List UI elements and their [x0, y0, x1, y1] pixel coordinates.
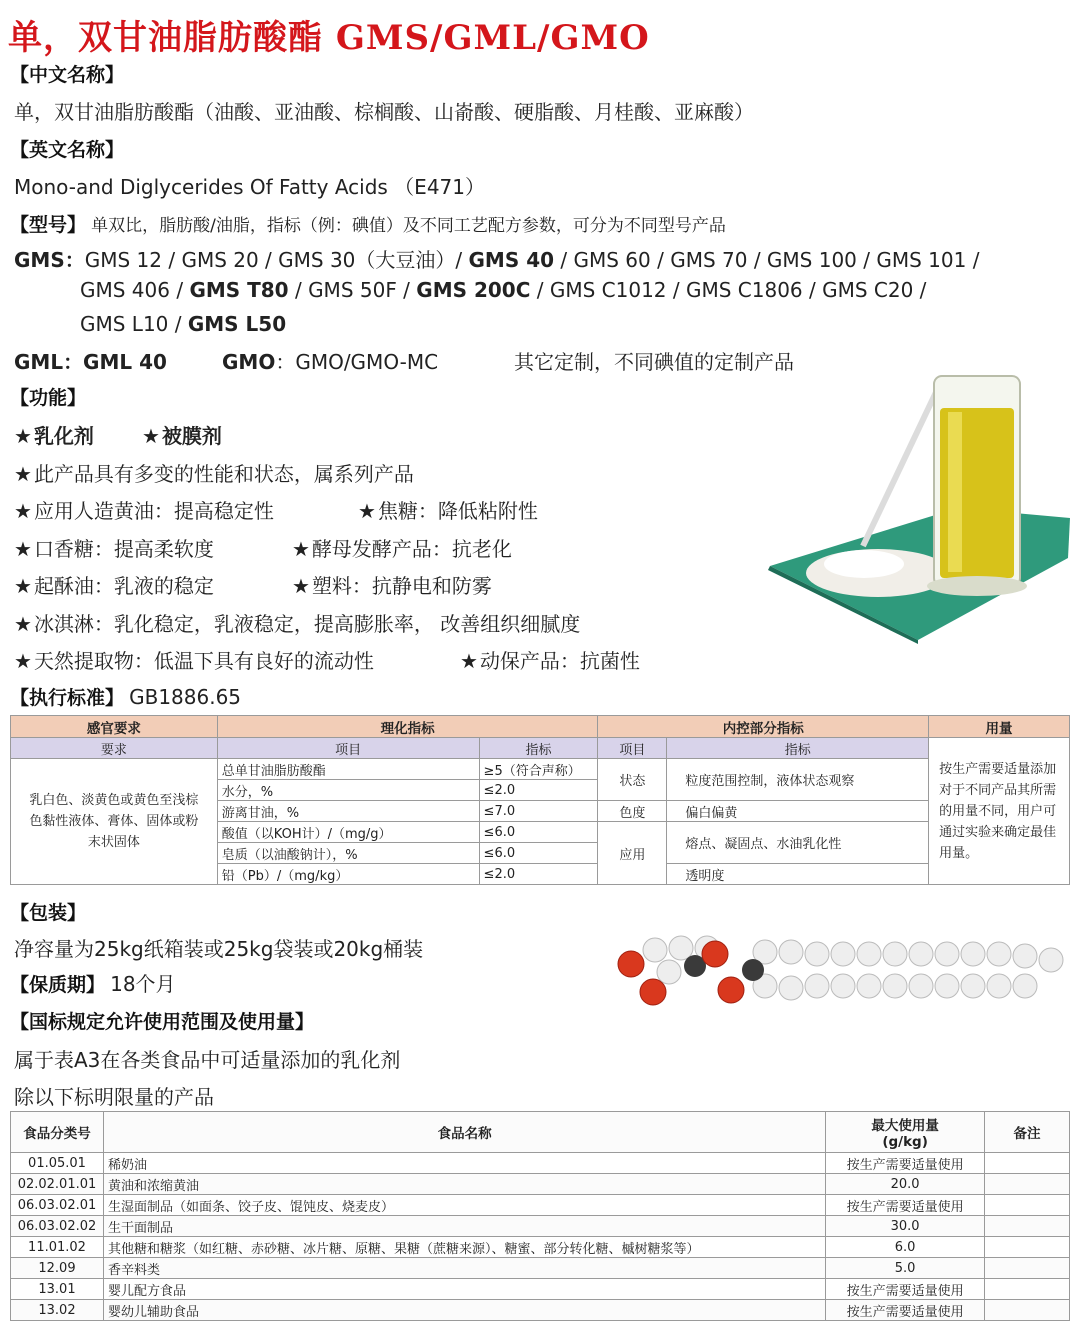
food-note: [985, 1153, 1070, 1174]
food-table: [10, 1111, 1070, 1321]
standard-label: 【执行标准】: [10, 687, 125, 709]
food-code: 06.03.02.01: [11, 1195, 104, 1216]
model-label: 【型号】: [10, 214, 87, 236]
food-note: [985, 1279, 1070, 1300]
phys-item: 游离甘油，%: [217, 801, 479, 822]
hydrogen-atom: [657, 960, 681, 984]
function-item: ★ 焦糖：降低粘附性: [358, 495, 538, 524]
food-max: 6.0: [826, 1237, 985, 1258]
page-title: 单，双甘油脂肪酸酯 GMS/GML/GMO: [8, 18, 650, 58]
function-item: ★ 起酥油：乳液的稳定: [14, 570, 214, 599]
food-code: 02.02.01.01: [11, 1174, 104, 1195]
gms-models: / GMS 50F /: [288, 278, 417, 302]
shelf-value: 18个月: [110, 972, 176, 996]
function-label: 【功能】: [10, 387, 87, 409]
food-name: 婴儿配方食品: [103, 1279, 825, 1300]
spec-subheader: 项目: [217, 738, 479, 759]
food-header-note: 备注: [985, 1112, 1070, 1153]
table-row: [11, 1258, 1070, 1279]
table-row: [11, 1300, 1070, 1321]
food-name: 稀奶油: [103, 1153, 825, 1174]
gms-models: GMS 12 / GMS 20 / GMS 30（大豆油）/: [84, 248, 469, 272]
table-row: [11, 1279, 1070, 1300]
gms-model-bold: GMS 40: [468, 248, 555, 272]
hydrogen-atom: [669, 936, 693, 960]
food-max: 按生产需要适量使用: [826, 1279, 985, 1300]
hydrogen-atom: [883, 942, 907, 966]
food-header-unit: (g/kg): [882, 1134, 928, 1150]
hydrogen-atom: [643, 938, 667, 962]
food-code: 11.01.02: [11, 1237, 104, 1258]
phys-value: ≤6.0: [479, 843, 598, 864]
food-name: 生干面制品: [103, 1216, 825, 1237]
scope-line-2: 除以下标明限量的产品: [14, 1085, 214, 1109]
table-row: [11, 1153, 1070, 1174]
food-max: 30.0: [826, 1216, 985, 1237]
shelf-label: 【保质期】: [10, 974, 106, 996]
table-row: [11, 1216, 1070, 1237]
gmo-value: ：GMO/GMO-MC: [275, 350, 439, 374]
gms-label: GMS：: [14, 248, 85, 272]
hydrogen-atom: [909, 942, 933, 966]
internal-value: 偏白偏黄: [667, 801, 929, 822]
package-value: 净容量为25kg纸箱装或25kg袋装或20kg桶装: [14, 937, 424, 961]
hydrogen-atom: [1013, 944, 1037, 968]
phys-value: ≤7.0: [479, 801, 598, 822]
food-code: 12.09: [11, 1258, 104, 1279]
food-name: 其他糖和糖浆（如红糖、赤砂糖、冰片糖、原糖、果糖（蔗糖来源）、糖蜜、部分转化糖、槭树糖浆等）: [103, 1237, 825, 1258]
package-label: 【包装】: [10, 902, 87, 924]
phys-value: ≥5（符合声称）: [479, 759, 598, 780]
food-note: [985, 1258, 1070, 1279]
internal-item: 状态: [598, 759, 667, 801]
cn-name-label: 【中文名称】: [10, 64, 125, 86]
food-code: 13.02: [11, 1300, 104, 1321]
food-code: 01.05.01: [11, 1153, 104, 1174]
hydrogen-atom: [857, 942, 881, 966]
gms-model-bold: GMS T80: [189, 278, 289, 302]
hydrogen-atom: [909, 974, 933, 998]
internal-value: 粒度范围控制，液体状态观察: [667, 759, 929, 801]
sensory-cell: 乳白色、淡黄色或黄色至浅棕色黏性液体、膏体、固体或粉末状固体: [11, 759, 218, 885]
function-item: ★ 天然提取物：低温下具有良好的流动性: [14, 645, 374, 674]
function-item: ★ 口香糖：提高柔软度: [14, 533, 214, 562]
food-note: [985, 1195, 1070, 1216]
gms-model-bold: GMS L50: [187, 312, 287, 336]
model-desc: 单双比，脂肪酸/油脂，指标（例：碘值）及不同工艺配方参数，可分为不同型号产品: [91, 216, 726, 236]
gms-models: GMS 406 /: [80, 278, 190, 302]
function-item: ★ 冰淇淋：乳化稳定，乳液稳定，提高膨胀率， 改善组织细腻度: [14, 608, 580, 637]
spec-header: 用量: [929, 716, 1070, 738]
food-max: 20.0: [826, 1174, 985, 1195]
hydrogen-atom: [883, 974, 907, 998]
carbon-atom: [742, 959, 764, 981]
phys-value: ≤2.0: [479, 780, 598, 801]
gms-models: / GMS C1012 / GMS C1806 / GMS C20 /: [530, 278, 927, 302]
cn-name-value: 单，双甘油脂肪酸酯（油酸、亚油酸、棕榈酸、山嵛酸、硬脂酸、月桂酸、亚麻酸）: [14, 100, 754, 124]
phys-item: 总单甘油脂肪酸酯: [217, 759, 479, 780]
hydrogen-atom: [961, 942, 985, 966]
spec-header: 内控部分指标: [598, 716, 929, 738]
function-item: ★ 酵母发酵产品：抗老化: [292, 533, 512, 562]
food-name: 婴幼儿辅助食品: [103, 1300, 825, 1321]
standard-value: GB1886.65: [129, 685, 242, 709]
gml-line: GML：GML 40: [14, 350, 167, 374]
powder-top: [824, 550, 904, 578]
oxygen-atom: [640, 979, 666, 1005]
food-max: 按生产需要适量使用: [826, 1300, 985, 1321]
phys-item: 铅（Pb）/（mg/kg）: [217, 864, 479, 885]
table-row: [11, 1237, 1070, 1258]
hydrogen-atom: [935, 942, 959, 966]
food-header-max: [826, 1112, 985, 1153]
phys-item: 皂质（以油酸钠计），%: [217, 843, 479, 864]
food-header-name: 食品名称: [103, 1112, 825, 1153]
oxygen-atom: [718, 977, 744, 1003]
food-name: 生湿面制品（如面条、饺子皮、馄饨皮、烧麦皮）: [103, 1195, 825, 1216]
function-item: ★ 动保产品：抗菌性: [460, 645, 640, 674]
spec-header: 理化指标: [217, 716, 598, 738]
hydrogen-atom: [779, 976, 803, 1000]
table-row: [11, 1195, 1070, 1216]
food-code: 06.03.02.02: [11, 1216, 104, 1237]
gms-line-1: [14, 244, 979, 273]
food-max: 按生产需要适量使用: [826, 1153, 985, 1174]
spec-table: [10, 715, 1070, 885]
gmo-label: GMO: [222, 350, 276, 374]
hydrogen-atom: [831, 974, 855, 998]
function-item: ★ 塑料：抗静电和防雾: [292, 570, 492, 599]
food-max: 按生产需要适量使用: [826, 1195, 985, 1216]
product-illustration: [768, 368, 1072, 644]
food-note: [985, 1237, 1070, 1258]
function-item: ★ 乳化剂: [14, 420, 94, 449]
food-max: 5.0: [826, 1258, 985, 1279]
en-name-label: 【英文名称】: [10, 139, 125, 161]
beaker-base: [927, 576, 1027, 596]
phys-item: 水分，%: [217, 780, 479, 801]
function-item: ★ 被膜剂: [142, 420, 222, 449]
en-name-value: Mono-and Diglycerides Of Fatty Acids （E471）: [14, 175, 485, 199]
food-name: 黄油和浓缩黄油: [103, 1174, 825, 1195]
phys-value: ≤2.0: [479, 864, 598, 885]
internal-value: 透明度: [667, 864, 929, 885]
food-note: [985, 1174, 1070, 1195]
oxygen-atom: [702, 941, 728, 967]
internal-item: 应用: [598, 822, 667, 885]
hydrogen-atom: [857, 974, 881, 998]
hydrogen-atom: [831, 942, 855, 966]
gms-line-2: [80, 278, 926, 302]
hydrogen-atom: [805, 974, 829, 998]
spec-subheader: 指标: [667, 738, 929, 759]
internal-item: 色度: [598, 801, 667, 822]
food-header-max-label: 最大使用量: [871, 1118, 939, 1134]
gms-models: / GMS 60 / GMS 70 / GMS 100 / GMS 101 /: [554, 248, 980, 272]
hydrogen-atom: [1039, 948, 1063, 972]
function-item: ★ 此产品具有多变的性能和状态，属系列产品: [14, 458, 414, 487]
food-code: 13.01: [11, 1279, 104, 1300]
gms-model-bold: GMS 200C: [416, 278, 531, 302]
custom-note: 其它定制，不同碘值的定制产品: [514, 350, 794, 374]
hydrogen-atom: [961, 974, 985, 998]
spec-subheader: 要求: [11, 738, 218, 759]
food-note: [985, 1300, 1070, 1321]
table-row: [11, 1174, 1070, 1195]
usage-cell: 按生产需要适量添加对于不同产品其所需的用量不同，用户可通过实验来确定最佳用量。: [929, 738, 1070, 885]
function-item: ★ 应用人造黄油：提高稳定性: [14, 495, 274, 524]
gms-line-3: [80, 312, 286, 336]
phys-item: 酸值（以KOH计）/（mg/g）: [217, 822, 479, 843]
internal-value: 熔点、凝固点、水油乳化性: [667, 822, 929, 864]
oxygen-atom: [618, 951, 644, 977]
scope-label: 【国标规定允许使用范围及使用量】: [10, 1011, 315, 1033]
shelf-row: [10, 968, 176, 997]
scope-line-1: 属于表A3在各类食品中可适量添加的乳化剂: [14, 1048, 401, 1072]
hydrogen-atom: [987, 942, 1011, 966]
hydrogen-atom: [779, 940, 803, 964]
hydrogen-atom: [935, 974, 959, 998]
molecule-illustration: [615, 930, 1077, 1010]
food-note: [985, 1216, 1070, 1237]
hydrogen-atom: [987, 974, 1011, 998]
gms-models: GMS L10 /: [80, 312, 188, 336]
model-row: [10, 210, 726, 237]
phys-value: ≤6.0: [479, 822, 598, 843]
spec-subheader: 项目: [598, 738, 667, 759]
standard-row: [10, 683, 241, 710]
spec-header: 感官要求: [11, 716, 218, 738]
gmo-line: [222, 346, 438, 375]
food-header-code: 食品分类号: [11, 1112, 104, 1153]
hydrogen-atom: [805, 942, 829, 966]
spec-subheader: 指标: [479, 738, 598, 759]
hydrogen-atom: [1013, 974, 1037, 998]
food-name: 香辛料类: [103, 1258, 825, 1279]
oil-highlight: [948, 412, 962, 572]
